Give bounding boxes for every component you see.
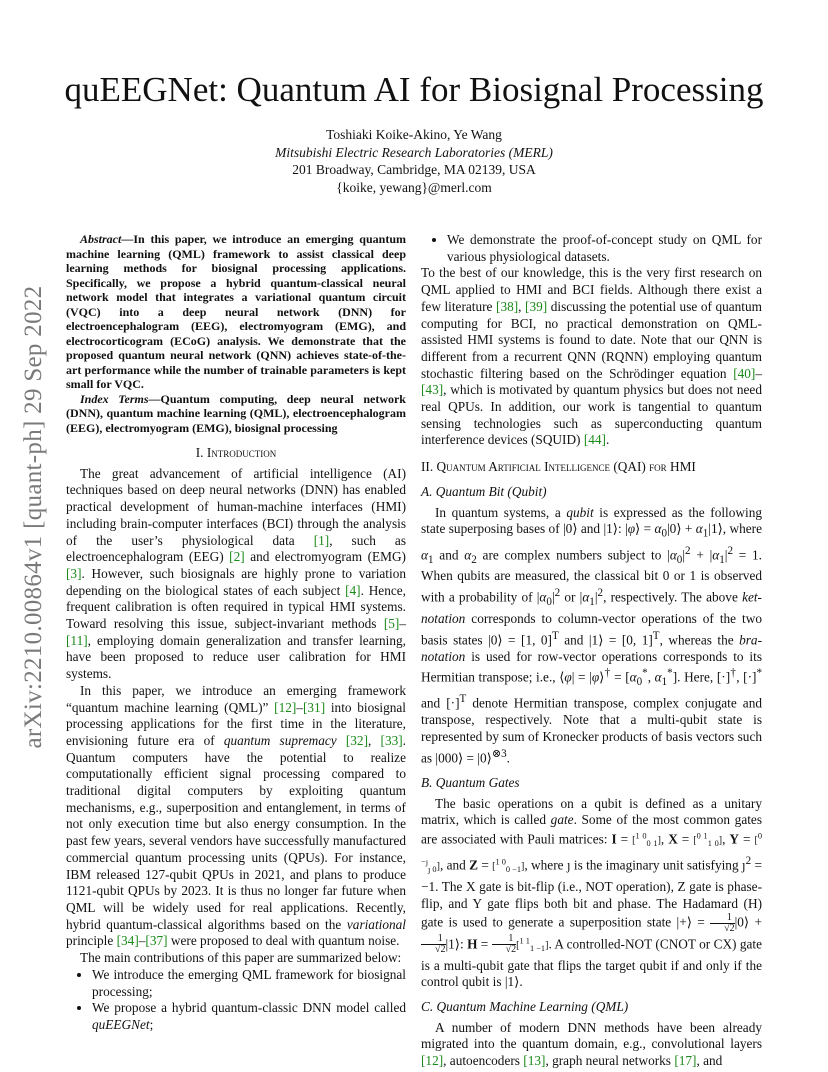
- abstract-text: In this paper, we introduce an emerging quantum machine learning (QML) framework to assist classical deep learning methods for biosignal processing applications. Specifically, we propose a hybrid quantum-classical neural network model that integrates a variational quantum circuit (VQC) into a deep neural network (DNN) for electroencephalogram (EEG), electromyogram (EMG), and electrocorticogram (ECoG) analysis. We demonstrate that the proposed quantum neural network (QNN) achieves state-of-the-art performance while the number of trainable parameters is kept small for VQC.: [66, 232, 406, 391]
- arxiv-sidebar-stamp: [16, 278, 52, 756]
- gates-paragraph: The basic operations on a qubit is defined as a unitary matrix, which is called gate. Some of the most common gates are associated with Pauli matrices: I = [$^{1 0}_{0 1}$], X = [$^{0 1}_{1 0}$], Y = [$^{0 -ȷ}_{ȷ 0}$], and Z = [$^{1 0}_{0 -1}$], where ȷ is the imaginary unit satisfying $ȷ^2 = -1$. The X gate is bit-flip (i.e., NOT operation), Z gate is phase-flip, and Y gate flips both bit and phase. The Hadamard (H) gate is used to generate a superposition state |+⟩ = $\frac{1}{√2}$ |0⟩ + $\frac{1}{√2}$ |1⟩: H = $\frac{1}{√2}$ [$^{1 1}_{1 -1}$]. A controlled-NOT (CNOT or CX) gate is a multi-qubit gate that flips the target qubit if and only if the control qubit is |1⟩.: [421, 795, 763, 990]
- intro-paragraph-2: In this paper, we introduce an emerging framework “quantum machine learning (QML)” [12]–[31] into biosignal processing applications for the first time in the literature, envisioning future era of quantum supremacy [32], [33]. Quantum computers have the potential to realize computationally efficient signal processing compared to traditional digital computers by exploiting quantum mechanisms, e.g., superposition and entanglement, in terms of not only execution time but also energy consumption. In the past few years, several vendors have successfully manufactured commercial quantum processing units (QPUs). For instance, IBM released 127-qubit QPUs in 2021, and plans to produce 1121-qubit QPUs by 2023. It is thus no longer far future when QML will be widely used for real applications. Recently, hybrid quantum-classical algorithms based on the variational principle [34]–[37] were proposed to deal with quantum noise.: [66, 682, 406, 949]
- subsection-qubit: A. Quantum Bit (Qubit): [421, 483, 547, 499]
- author-block: [0, 126, 828, 196]
- index-terms-label: Index Terms: [80, 391, 149, 406]
- section-qai: II. Quantum Artificial Intelligence (QAI) for HMI: [421, 459, 696, 475]
- subsection-gates: B. Quantum Gates: [421, 774, 520, 790]
- list-item: • We introduce the emerging QML framework for biosignal processing;: [92, 967, 406, 1000]
- intro-paragraph-1: The great advancement of artificial intelligence (AI) techniques based on deep neural networks (DNN) has enabled practical development of human-machine interfaces (HMI) including brain-computer interfaces (BCI) through the analysis of the user’s physiological data [1], such as electroencephalogram (EEG) [2] and electromyogram (EMG) [3]. However, such biosignals are highly prone to variation depending on the biological states of each subject [4]. Hence, frequent calibration is often required in typical HMI systems. Toward resolving this issue, subject-invariant methods [5]–[11], employing domain generalization and transfer learning, have been proposed to reduce user calibration for HMI systems.: [66, 465, 406, 682]
- index-terms: Index Terms—Quantum computing, deep neural network (DNN), quantum machine learning (QML), electroencephalogram (EEG), electromyogram (EMG), biosignal processing: [66, 391, 406, 435]
- author-names: Toshiaki Koike-Akino, Ye Wang: [326, 127, 502, 142]
- abstract-label: Abstract: [80, 232, 122, 246]
- section-introduction: I. Introduction: [195, 445, 277, 460]
- address: 201 Broadway, Cambridge, MA 02139, USA: [292, 162, 536, 177]
- list-item-text: We propose a hybrid quantum-classic DNN model called: [92, 1000, 406, 1016]
- list-item: • We demonstrate the proof-of-concept study on QML for various physiological datasets.: [447, 232, 762, 265]
- paper-title: quEEGNet: Quantum AI for Biosignal Processing: [64, 70, 764, 109]
- affiliation: Mitsubishi Electric Research Laboratories (MERL): [275, 144, 553, 160]
- qubit-paragraph: In quantum systems, a qubit is expressed as the following state superposing bases of |0⟩ and |1⟩: |φ⟩ = $\alpha_0|0⟩$ + $\alpha_1|1⟩$, where $\alpha_1$ and $\alpha_2$ are complex numbers subject to $|\alpha_0|^2 + |\alpha_1|^2 = 1$. When qubits are measured, the classical bit 0 or 1 is observed with a probability of $|\alpha_0|^2$ or $|\alpha_1|^2$, respectively. The above ket-notation corresponds to column-vector operations of the two basis states |0⟩ = [1, 0]$^T$ and |1⟩ = [0, 1]$^T$, whereas the bra-notation is used for row-vector operations corresponds to its Hermitian transpose; i.e., ⟨φ| = |φ⟩† = [$\alpha_0^*$, $\alpha_1^*$]. Here, [·]†, [·]* and $[\cdot]^T$ denote Hermitian transpose, complex conjugate and transpose, respectively. Note that a multi-qubit state is represented by sum of Kronecker products of basis vectors such as |000⟩ = |0⟩$^{\otimes 3}$.: [421, 504, 763, 766]
- left-column: [66, 232, 406, 1034]
- subsection-qml: C. Quantum Machine Learning (QML): [421, 998, 629, 1014]
- contribution-list-cont: [421, 232, 762, 265]
- abstract: Abstract—In this paper, we introduce an emerging quantum machine learning (QML) framework to assist classical deep learning methods for biosignal processing applications. Specifically, we propose a hybrid quantum-classical neural network model that integrates a variational quantum circuit (VQC) into a deep neural network (DNN) for electroencephalogram (EEG), electromyogram (EMG), and electrocorticogram (ECoG) analysis. We demonstrate that the proposed quantum neural network (QNN) achieves state-of-the-art performance while the number of trainable parameters is kept small for VQC.: [66, 232, 406, 391]
- contribution-list: [66, 967, 406, 1034]
- qml-paragraph: A number of modern DNN methods have been already migrated into the quantum domain, e.g., convolutional layers [12], autoencoders [13], graph neural networks [17], and: [421, 1019, 762, 1069]
- intro-paragraph-4: To the best of our knowledge, this is the very first research on QML applied to HMI and BCI fields. Although there exist a few literature [38], [39] discussing the potential use of quantum computing for BCI, no practical demonstration on QML-assisted HMI systems is found to date. Note that our QNN is different from a recurrent QNN (RQNN) employing quantum stochastic filtering based on the Schrödinger equation [40]–[43], which is motivated by quantum physics but does not need real QPUs. In addition, our work is tangential to quantum sensing technologies such as superconducting quantum interference devices (SQUID) [44].: [421, 265, 762, 448]
- right-column: [421, 232, 762, 1070]
- arxiv-id: arXiv:2210.00864v1 [quant-ph] 29 Sep 2022: [20, 285, 47, 749]
- list-item: • We propose a hybrid quantum-classic DNN model called quEEGNet;: [92, 1000, 406, 1033]
- intro-paragraph-3: The main contributions of this paper are summarized below:: [80, 950, 402, 966]
- index-terms-text: Quantum computing, deep neural network (DNN), quantum machine learning (QML), electroencephalogram (EEG), electromyogram (EMG), biosignal processing: [66, 391, 406, 435]
- email: {koike, yewang}@merl.com: [336, 179, 492, 195]
